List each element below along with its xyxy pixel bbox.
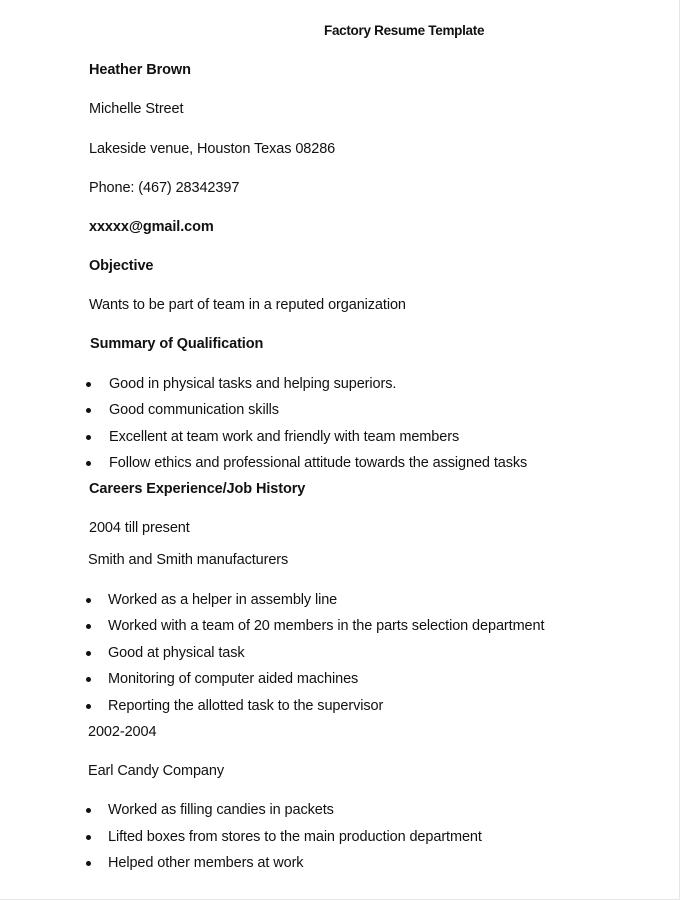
list-item-text: Follow ethics and professional attitude towards the assigned tasks: [109, 455, 528, 471]
bullet-icon: [86, 461, 91, 466]
applicant-name: Heather Brown: [89, 62, 191, 78]
job-period: 2004 till present: [89, 520, 190, 536]
job-company: Earl Candy Company: [88, 763, 225, 779]
list-item-text: Excellent at team work and friendly with team members: [109, 429, 460, 445]
bullet-icon: [86, 835, 91, 840]
list-item-text: Lifted boxes from stores to the main production department: [108, 829, 482, 845]
document-title: Factory Resume Template: [324, 23, 485, 38]
bullet-icon: [86, 704, 91, 709]
list-item-text: Helped other members at work: [108, 855, 304, 871]
bullet-icon: [86, 382, 91, 387]
list-item-text: Worked as filling candies in packets: [108, 802, 334, 818]
list-item-text: Worked with a team of 20 members in the parts selection department: [108, 618, 545, 634]
experience-heading: Careers Experience/Job History: [89, 481, 306, 497]
list-item-text: Good at physical task: [108, 645, 245, 661]
bullet-icon: [86, 677, 91, 682]
list-item-text: Worked as a helper in assembly line: [108, 592, 338, 608]
bullet-icon: [86, 624, 91, 629]
city-address: Lakeside venue, Houston Texas 08286: [89, 141, 336, 157]
job-company: Smith and Smith manufacturers: [88, 552, 289, 568]
qualifications-heading: Summary of Qualification: [90, 336, 264, 352]
bullet-icon: [86, 435, 91, 440]
objective-text: Wants to be part of team in a reputed organization: [89, 297, 406, 313]
objective-heading: Objective: [89, 258, 154, 274]
list-item-text: Good communication skills: [109, 402, 279, 418]
list-item-text: Good in physical tasks and helping superiors.: [109, 376, 397, 392]
bullet-icon: [86, 861, 91, 866]
bullet-icon: [86, 651, 91, 656]
phone-number: Phone: (467) 28342397: [89, 180, 240, 196]
bullet-icon: [86, 808, 91, 813]
job-period: 2002-2004: [88, 724, 157, 740]
list-item-text: Monitoring of computer aided machines: [108, 671, 359, 687]
bullet-icon: [86, 408, 91, 413]
email-address: xxxxx@gmail.com: [89, 219, 214, 235]
bullet-icon: [86, 598, 91, 603]
list-item-text: Reporting the allotted task to the supervisor: [108, 698, 384, 714]
street-address: Michelle Street: [89, 101, 184, 117]
